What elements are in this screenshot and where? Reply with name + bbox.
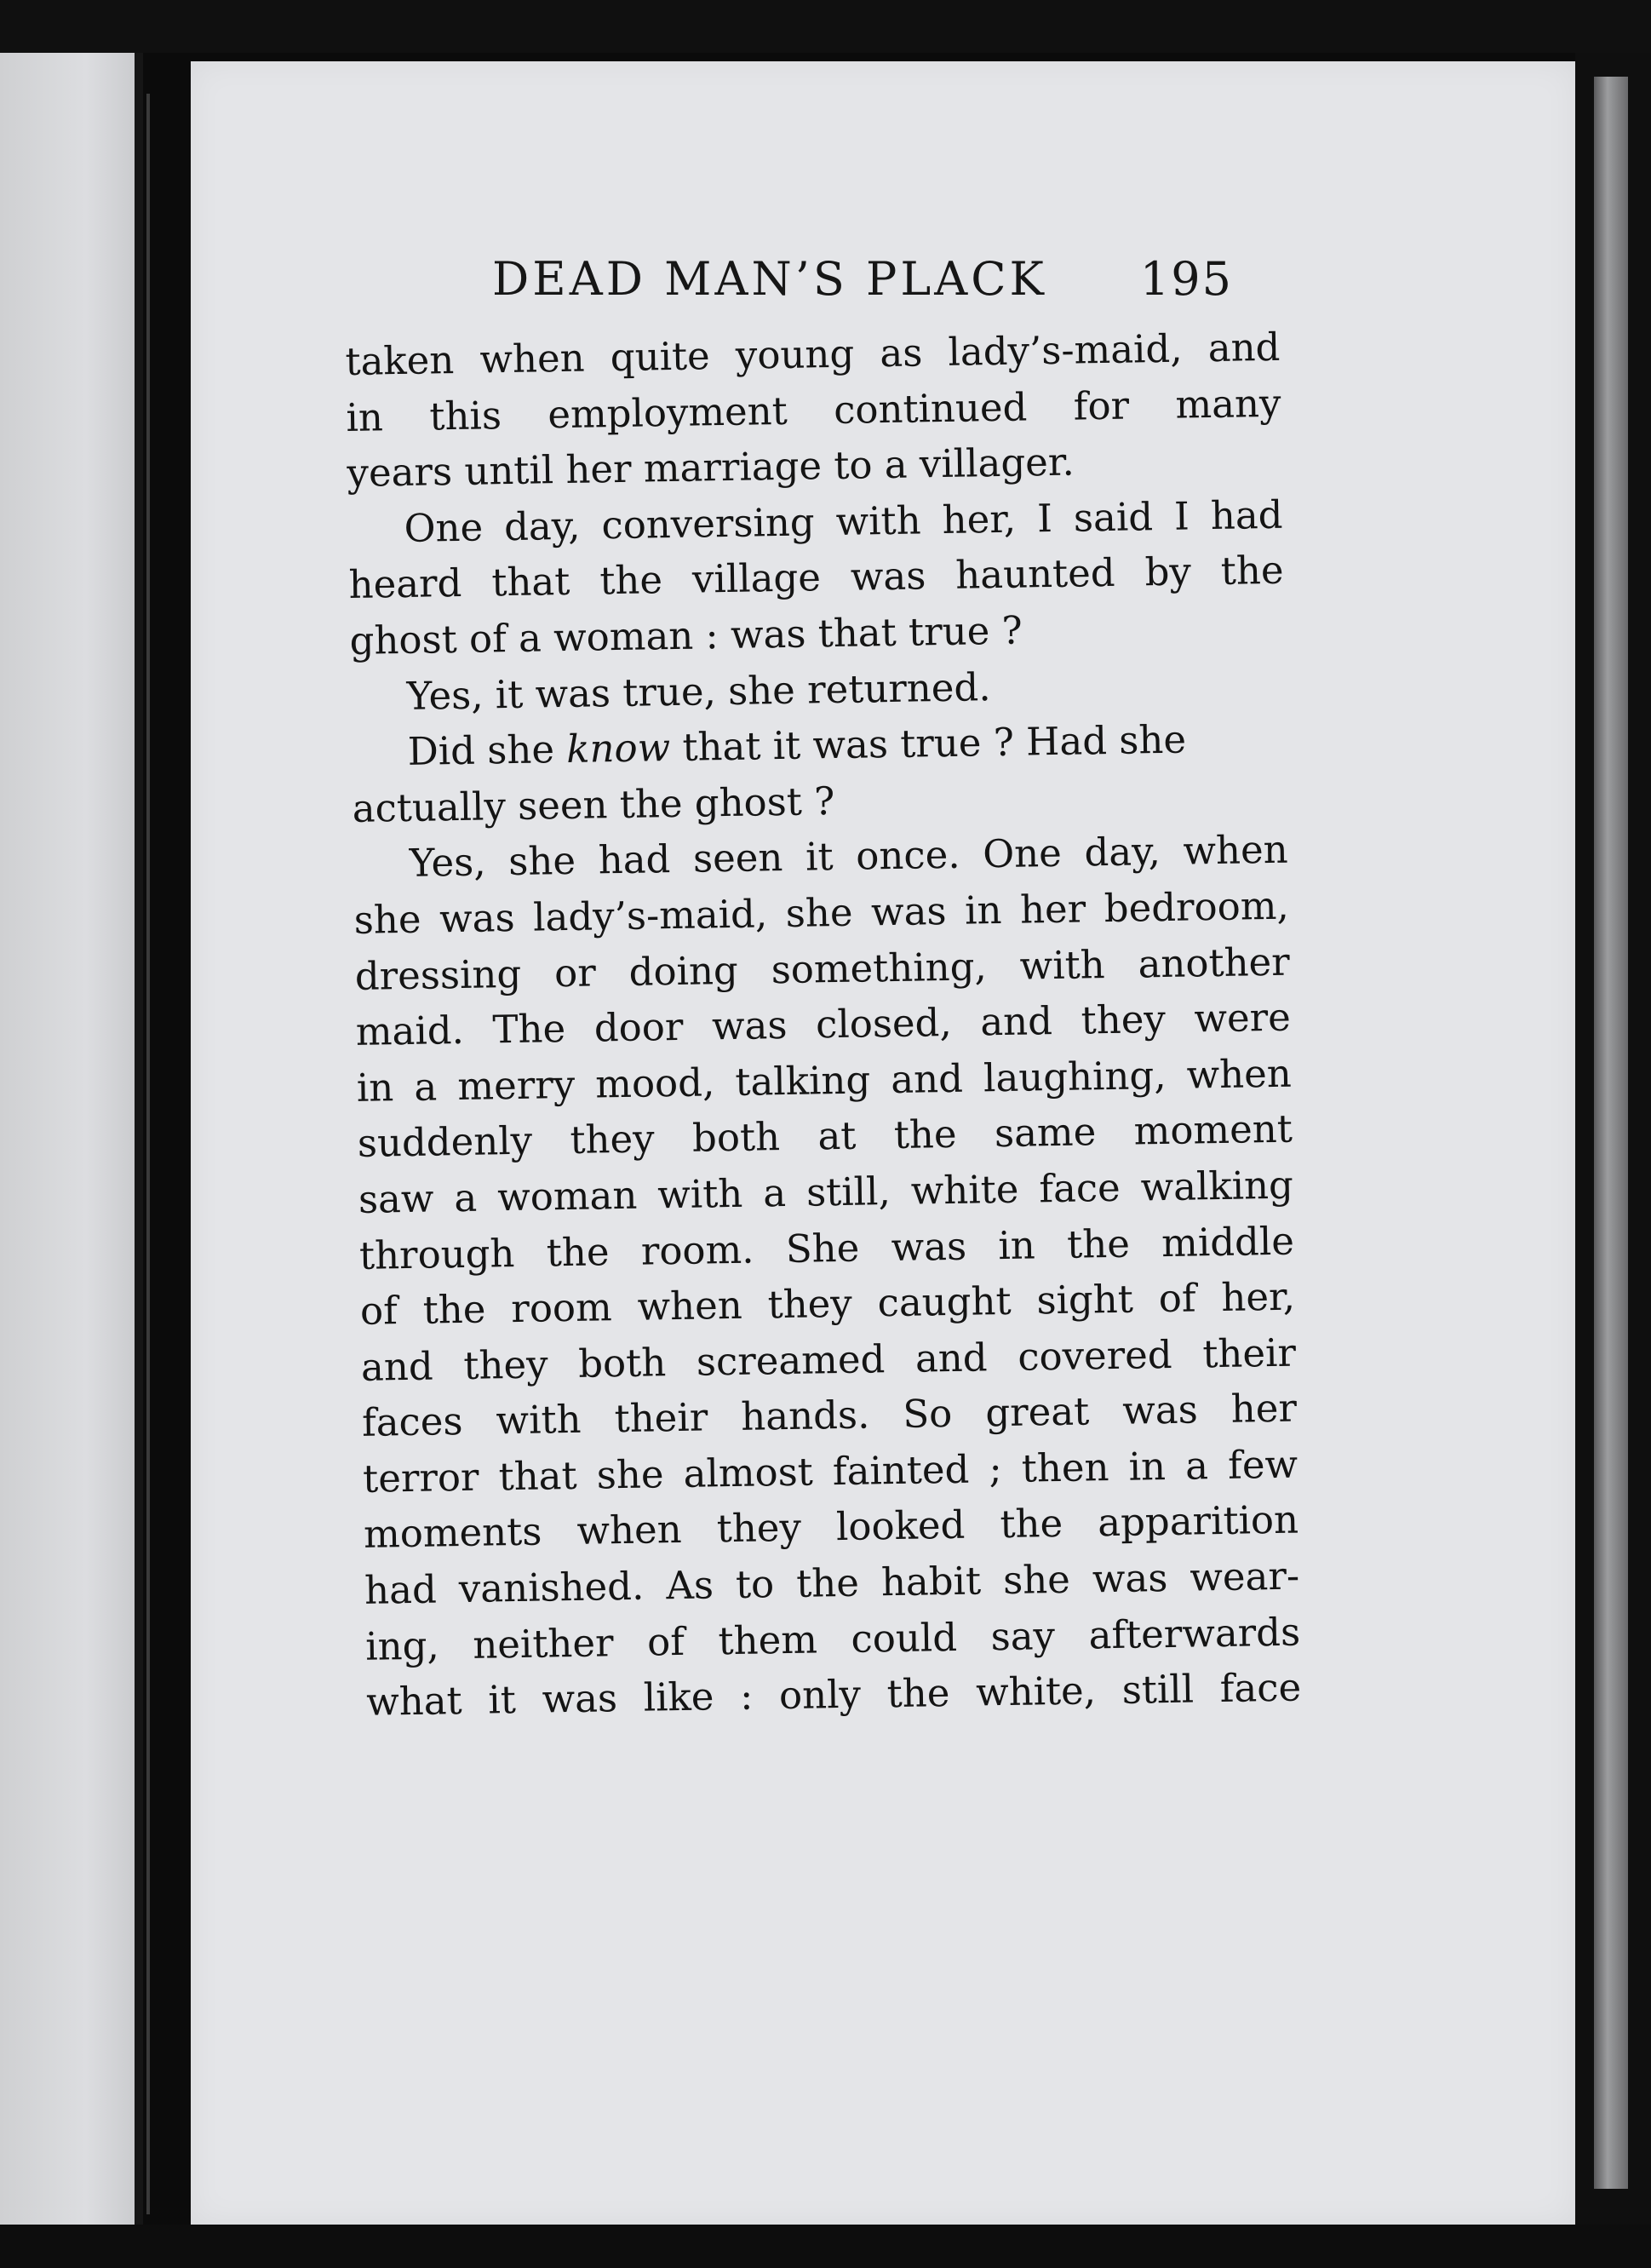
page-number: 195 xyxy=(1139,252,1233,306)
text-line: of the room when they caught sight of her, xyxy=(359,1273,1296,1334)
text-line: she was lady’s-maid, she was in her bedroom, xyxy=(353,882,1290,943)
page-fore-edge xyxy=(1594,77,1628,2189)
facing-page-edge xyxy=(0,53,143,2229)
text-line: what it was like : only the white, still face xyxy=(365,1664,1302,1725)
text-line: Yes, it was true, she returned. xyxy=(406,663,991,719)
scan-bottom-border xyxy=(0,2225,1651,2268)
text-line: in this employment continued for many xyxy=(346,380,1281,440)
text-line: actually seen the ghost ? xyxy=(352,778,835,831)
text-segment: Did she xyxy=(407,726,567,775)
text-line: saw a woman with a still, white face walking xyxy=(358,1162,1294,1222)
text-line: ing, neither of them could say afterwards xyxy=(364,1609,1301,1669)
text-line: terror that she almost fainted ; then in a few xyxy=(362,1441,1298,1501)
text-line: moments when they looked the apparition xyxy=(363,1497,1299,1558)
text-line: suddenly they both at the same moment xyxy=(357,1105,1293,1167)
gutter-shadow xyxy=(146,94,150,2214)
text-line: dressing or doing something, with another xyxy=(354,939,1291,999)
text-line: and they both screamed and covered their xyxy=(360,1329,1297,1390)
text-line: taken when quite young as lady’s-maid, and xyxy=(345,324,1281,384)
text-line: years until her marriage to a villager. xyxy=(347,439,1075,497)
text-line: maid. The door was closed, and they were xyxy=(355,994,1292,1055)
emphasized-word: know xyxy=(565,725,671,772)
text-line: faces with their hands. So great was her xyxy=(361,1385,1298,1446)
scan-top-border xyxy=(0,0,1651,53)
book-gutter xyxy=(135,53,143,2233)
running-title: DEAD MAN’S PLACK xyxy=(492,252,1047,306)
text-line: One day, conversing with her, I said I had xyxy=(404,491,1283,551)
running-head xyxy=(492,252,1233,306)
text-segment: that it was true ? Had she xyxy=(669,716,1187,771)
body-text xyxy=(345,319,1302,1731)
text-line: ghost of a woman : was that true ? xyxy=(349,607,1023,663)
text-line: Yes, she had seen it once. One day, when xyxy=(409,827,1289,887)
text-line: through the room. She was in the middle xyxy=(358,1218,1295,1278)
text-line: had vanished. As to the habit she was wear- xyxy=(364,1553,1300,1613)
text-line: heard that the village was haunted by the xyxy=(348,548,1284,608)
text-line: in a merry mood, talking and laughing, when xyxy=(356,1050,1293,1111)
